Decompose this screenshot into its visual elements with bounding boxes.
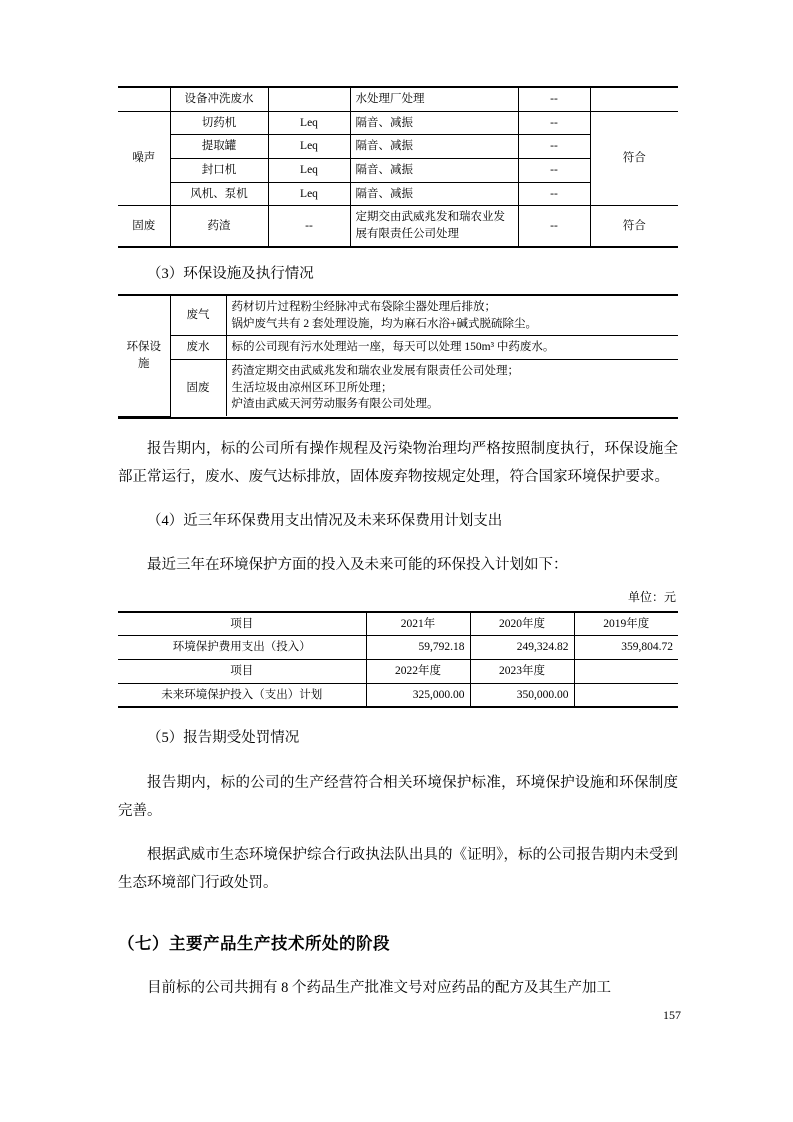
cell-result: 符合: [590, 111, 678, 206]
desc-line: 炉渣由武威天河劳动服务有限公司处理。: [231, 398, 439, 411]
cell-desc: [226, 336, 678, 360]
cell-header: 2023年度: [470, 659, 574, 683]
cell-result: 符合: [590, 206, 678, 246]
table-row: [118, 683, 678, 706]
cell-row-label: 环保设施: [118, 296, 170, 416]
desc-line: 药材切片过程粉尘经脉冲式布袋除尘器处理后排放；: [231, 300, 496, 313]
cell-value: 350,000.00: [470, 683, 574, 706]
cell-value: [574, 683, 678, 706]
cell-item: 封口机: [170, 159, 268, 183]
section-5-paragraph-1: 报告期内，标的公司的生产经营符合相关环境保护标准，环境保护设施和环保制度完善。: [118, 774, 678, 819]
table-row: [118, 296, 678, 336]
cell-label: 环境保护费用支出（投入）: [118, 636, 366, 660]
cell-name: 废气: [170, 296, 226, 336]
page-content: [118, 86, 678, 1002]
section-3-paragraph: 报告期内，标的公司所有操作规程及污染物治理均严格按照制度执行，环保设施全部正常运行，废水、废气达标排放，固体废弃物按规定处理，符合国家环境保护要求。: [118, 440, 678, 485]
cell-item: 药渣: [170, 206, 268, 246]
section-4-lead: 最近三年在环境保护方面的投入及未来可能的环保投入计划如下：: [147, 557, 568, 574]
table-row: [118, 359, 678, 416]
cell-measure: 隔音、减振: [350, 182, 518, 206]
cell-category: 噪声: [118, 111, 170, 206]
table-row: [118, 636, 678, 660]
cell-value: 325,000.00: [366, 683, 470, 706]
cell-value: 359,804.72: [574, 636, 678, 660]
section-5-paragraph-2: 根据武威市生态环境保护综合行政执法队出具的《证明》，标的公司报告期内未受到生态环境部门行政处罚。: [118, 847, 678, 892]
desc-line: 标的公司现有污水处理站一座，每天可以处理 150m³ 中药废水。: [231, 341, 555, 354]
cell-index: Leq: [268, 159, 350, 183]
cell-value: --: [518, 182, 590, 206]
page-number: 157: [663, 1008, 681, 1022]
facilities-table: [118, 296, 678, 417]
cell-index: Leq: [268, 182, 350, 206]
page-title: （七）主要产品生产技术所处的阶段: [118, 934, 390, 953]
cell-header: 2019年度: [574, 613, 678, 636]
cell-item: 设备冲洗废水: [170, 88, 268, 111]
cell-desc: [226, 296, 678, 336]
cell-item: 切药机: [170, 111, 268, 135]
expenditure-table: [118, 613, 678, 707]
cell-value: 59,792.18: [366, 636, 470, 660]
cell-header: 2020年度: [470, 613, 574, 636]
cell-measure: 隔音、减振: [350, 111, 518, 135]
cell-category: [118, 88, 170, 111]
cell-header: 2021年: [366, 613, 470, 636]
cell-value: --: [518, 206, 590, 246]
cell-index: [268, 88, 350, 111]
cell-measure: 隔音、减振: [350, 135, 518, 159]
table-row: [118, 111, 678, 135]
cell-value: 249,324.82: [470, 636, 574, 660]
table-row-header: [118, 613, 678, 636]
pollution-table: [118, 88, 678, 246]
desc-line: 生活垃圾由凉州区环卫所处理；: [231, 381, 393, 394]
cell-header: 2022年度: [366, 659, 470, 683]
cell-value: --: [518, 111, 590, 135]
pollution-table-wrapper: [118, 86, 678, 248]
cell-item: 提取罐: [170, 135, 268, 159]
cell-item: 风机、泵机: [170, 182, 268, 206]
cell-name: 废水: [170, 336, 226, 360]
table-row: [118, 88, 678, 111]
unit-note: 单位：元: [627, 589, 676, 604]
cell-value: --: [518, 159, 590, 183]
desc-line: 锅炉废气共有 2 套处理设施，均为麻石水浴+碱式脱硫除尘。: [231, 317, 537, 330]
table-row: [118, 336, 678, 360]
cell-index: Leq: [268, 135, 350, 159]
expenditure-table-wrapper: [118, 611, 678, 709]
cell-value: --: [518, 88, 590, 111]
cell-name: 固废: [170, 359, 226, 416]
table-row-header: [118, 659, 678, 683]
cell-measure: 定期交由武威兆发和瑞农业发展有限责任公司处理: [350, 206, 518, 246]
section-4-title: （4）近三年环保费用支出情况及未来环保费用计划支出: [147, 513, 503, 530]
table-row: [118, 206, 678, 246]
cell-value: --: [518, 135, 590, 159]
section-3-title: （3）环保设施及执行情况: [147, 265, 314, 282]
cell-category: 固废: [118, 206, 170, 246]
cell-label: 未来环境保护投入（支出）计划: [118, 683, 366, 706]
section-7-paragraph: 目前标的公司共拥有 8 个药品生产批准文号对应药品的配方及其生产加工: [147, 979, 611, 996]
cell-measure: 水处理厂处理: [350, 88, 518, 111]
cell-index: --: [268, 206, 350, 246]
cell-header: 项目: [118, 613, 366, 636]
cell-index: Leq: [268, 111, 350, 135]
cell-measure: 隔音、减振: [350, 159, 518, 183]
cell-header: 项目: [118, 659, 366, 683]
cell-desc: [226, 359, 678, 416]
cell-header: [574, 659, 678, 683]
facilities-table-wrapper: [118, 294, 678, 419]
section-5-title: （5）报告期受处罚情况: [147, 730, 300, 747]
desc-line: 药渣定期交由武威兆发和瑞农业发展有限责任公司处理；: [231, 364, 519, 377]
cell-result: [590, 88, 678, 111]
